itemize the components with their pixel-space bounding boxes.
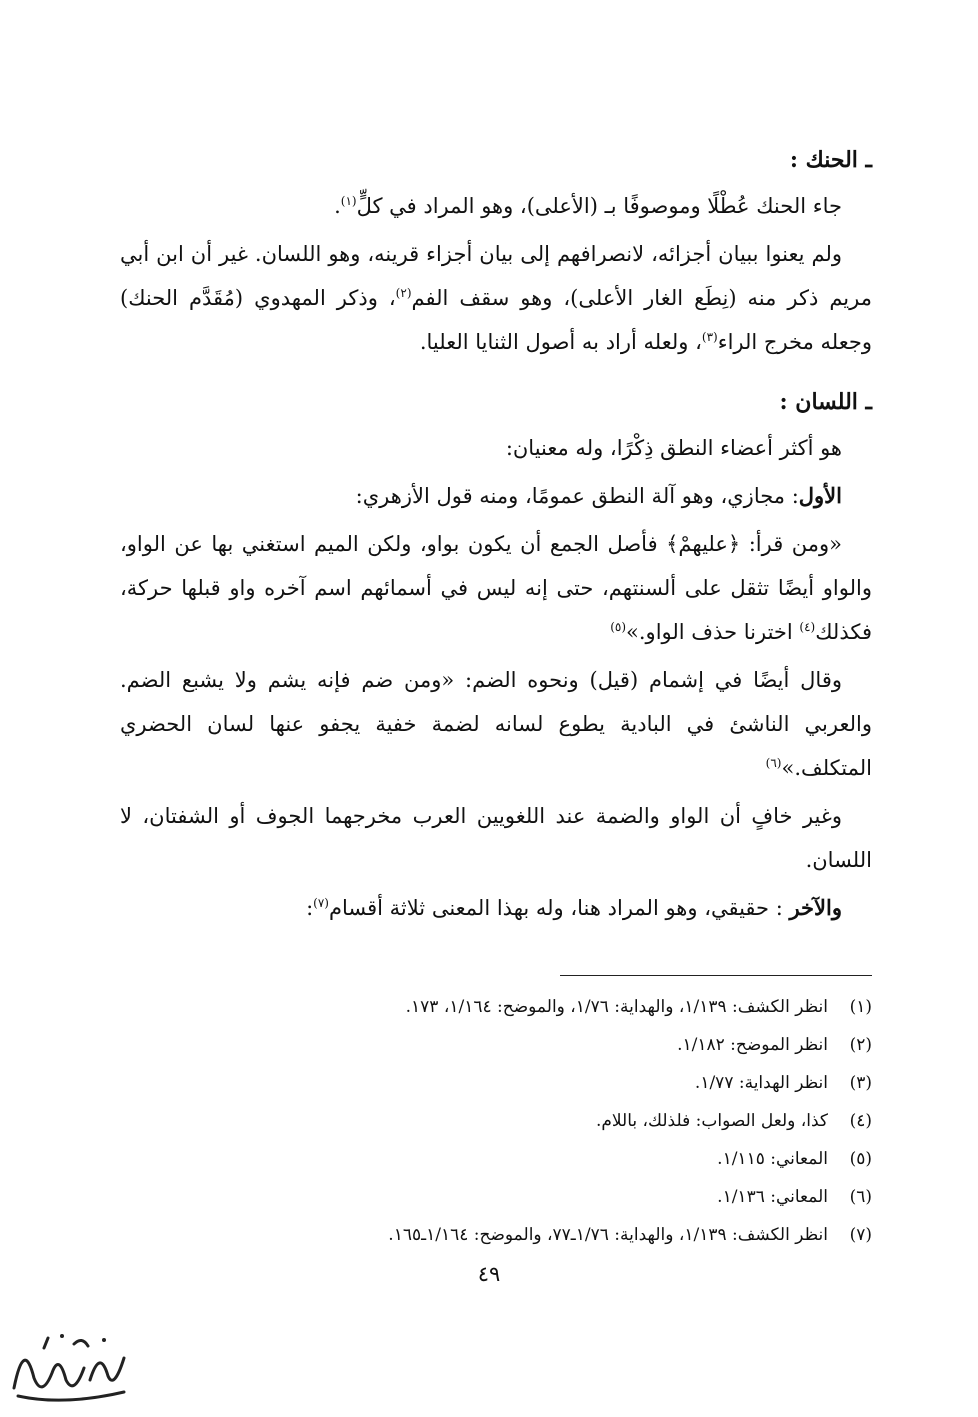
paragraph [120,886,872,930]
footnote-text: المعاني: ١/١١٥. [717,1149,828,1169]
footnote-text: انظر الكشف: ١/١٣٩، والهداية: ١/٧٦ـ٧٧، والموضح: ١/١٦٤ـ١٦٥. [388,1225,828,1245]
footnote [120,988,872,1026]
paragraph-text: اخترنا حذف الواو.» [626,620,800,644]
section-title: ـ الحنك : [789,147,872,173]
section-lisan [120,382,872,930]
paragraph-text: . [334,194,341,218]
footnote-text: انظر الكشف: ١/١٣٩، والهداية: ١/٧٦، والموضح: ١/١٦٤، ١٧٣. [405,997,828,1017]
footnote-number: (٥) [849,1149,872,1169]
paragraph-text: وقال أيضًا في إشمام (قيل) ونحوه الضم: «ومن ضم فإنه يشم ولا يشبع الضم. والعربي الناشئ في البادية يطوع لسانه لضمة خفية يجفو عنها لسان الحضري المتكلف.» [120,668,872,780]
paragraph-text: جاء الحنك عُطْلًا وموصوفًا بـ (الأعلى)، وهو المراد في كلٍّ [356,194,842,218]
paragraph-text: وغير خافٍ أن الواو والضمة عند اللغويين العرب مخرجهما الجوف أو الشفتان، لا اللسان. [120,804,872,872]
paragraph [120,426,872,470]
paragraph-lead: والآخر [789,895,842,920]
paragraph-text: : حقيقي، وهو المراد هنا، وله بهذا المعنى ثلاثة أقسام [328,896,790,920]
footnote-number: (٢) [849,1035,872,1055]
footnote-number: (١) [849,997,872,1017]
footnote-text: انظر الموضح: ١/١٨٢. [677,1035,828,1055]
footnote-text: انظر الهداية: ١/٧٧. [694,1073,828,1093]
section-title: ـ اللسان : [779,389,872,415]
paragraph [120,658,872,790]
paragraph-text: ، ولعله أراد به أصول الثنايا العليا. [419,330,702,354]
footnote-number: (٧) [849,1225,872,1245]
page-number: ٤٩ [477,1262,501,1286]
section-hanak [120,140,872,364]
footnote [120,1216,872,1254]
footnote-text: المعاني: ١/١٣٦. [717,1187,828,1207]
footnote-text: كذا، ولعل الصواب: فلذلك، باللام. [595,1111,828,1131]
calligraphy-stamp-logo [4,1318,134,1408]
paragraph-text: : مجازي، وهو آلة النطق عمومًا، ومنه قول الأزهري: [355,484,799,508]
paragraph [120,474,872,518]
footnote-ref: (١) [340,194,357,208]
footnote [120,1026,872,1064]
footnote [120,1064,872,1102]
paragraph-text: ، وذكر المهدوي (مُقَدَّم الحنك) وجعله مخرج الراء [120,286,872,354]
footnote [120,1102,872,1140]
footnote-divider [560,975,872,976]
footnote-ref: (٥) [610,620,627,634]
quote-paragraph [120,522,872,654]
page-body [120,140,872,934]
paragraph-text: «ومن قرأ: ﴿عليهمْ﴾ فأصل الجمع أن يكون بواو، ولكن الميم استغني بها عن الواو، والواو أيضًا تثقل على ألسنتهم، حتى إنه ليس في أسمائهم اسم آخره واو قبلها حركة، فكذلك [120,532,872,644]
footnote-ref: (٦) [765,756,782,770]
footnote-number: (٣) [849,1073,872,1093]
footnotes [120,988,872,1254]
paragraph-lead: الأول [798,483,842,508]
footnote-ref: (٢) [395,286,412,300]
footnote-ref: (٣) [701,330,718,344]
footnote-ref: (٧) [313,896,329,910]
paragraph-text: هو أكثر أعضاء النطق ذِكْرًا، وله معنيان: [505,436,842,460]
footnote-number: (٤) [849,1111,872,1131]
paragraph [120,232,872,364]
paragraph [120,794,872,882]
footnote-ref: (٤) [799,620,816,634]
paragraph-text: ولم يعنوا ببيان أجزائه، لانصرافهم إلى بيان أجزاء قرينه، وهو اللسان. غير أن ابن أبي مريم ذكر منه (نِطَع الغار الأعلى)، وهو سقف الفم [120,242,872,310]
paragraph-text: : [306,896,314,920]
footnote-number: (٦) [849,1187,872,1207]
footnote [120,1178,872,1216]
paragraph [120,184,872,228]
footnote [120,1140,872,1178]
